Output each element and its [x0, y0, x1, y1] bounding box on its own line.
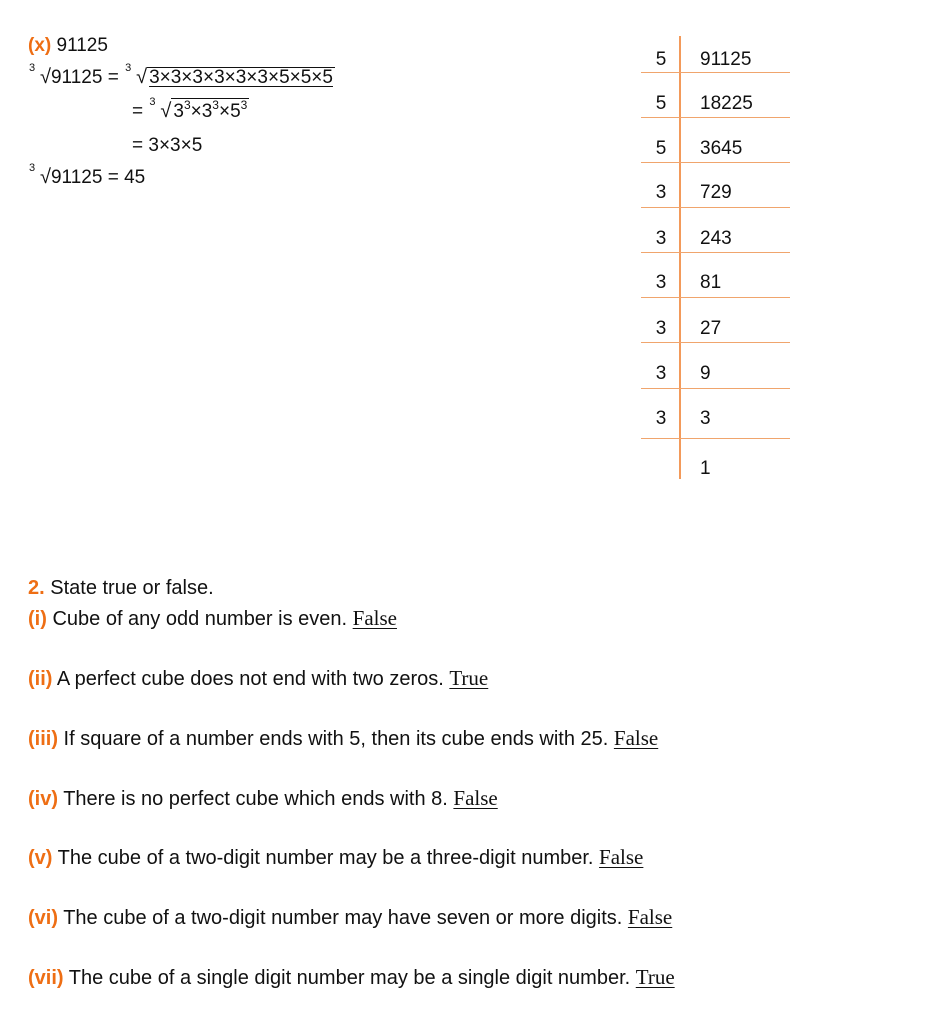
- table-row-line: [641, 117, 790, 118]
- item-label: (iv): [28, 788, 58, 810]
- factor-product: [147, 67, 335, 88]
- quotient: 91125: [700, 49, 752, 70]
- question-2-heading: [28, 577, 214, 600]
- quotient: 3645: [700, 138, 743, 159]
- cube-root-symbol: 3 √: [29, 162, 51, 188]
- item-label: (i): [28, 608, 47, 630]
- table-row-line: [641, 388, 790, 389]
- factor-triplet: 3×3×3: [149, 67, 203, 88]
- table-row-line: [641, 72, 790, 73]
- cube-root-symbol: 3 √: [149, 96, 172, 122]
- cube-root-symbol: 3 √: [125, 62, 148, 88]
- divisor: 5: [655, 138, 667, 159]
- question-title: State true or false.: [44, 577, 214, 599]
- quotient: 9: [700, 363, 711, 384]
- item-label: (vi): [28, 907, 58, 929]
- table-row-line: [641, 342, 790, 343]
- item-text: There is no perfect cube which ends with 8.: [58, 788, 454, 810]
- item-answer: True: [449, 666, 489, 690]
- item-answer: True: [635, 965, 675, 989]
- item-label: (iii): [28, 728, 58, 750]
- power-product: $3^3\times 3^3\times 5^3$: [173, 98, 248, 122]
- divisor: 3: [655, 408, 667, 429]
- item-label: (vii): [28, 967, 64, 989]
- item-answer: False: [599, 845, 644, 869]
- statement-item: [28, 606, 397, 631]
- divisor: 5: [655, 93, 667, 114]
- cube-root-result: [28, 162, 146, 189]
- item-answer: False: [453, 786, 498, 810]
- table-row-line: [641, 297, 790, 298]
- statement-item: [28, 726, 658, 751]
- statement-item: [28, 786, 498, 811]
- statement-item: [28, 905, 672, 930]
- final-quotient: 1: [700, 458, 711, 479]
- quotient: 18225: [700, 93, 753, 114]
- factor-triplet: ×3×3×3: [202, 67, 268, 88]
- factor-triplet: ×5×5×5: [267, 67, 333, 88]
- item-text: The cube of a two-digit number may be a three-digit number.: [52, 847, 600, 869]
- quotient: 729: [700, 182, 732, 203]
- radicand: 91125: [50, 67, 103, 88]
- item-answer: False: [627, 905, 673, 929]
- item-text: The cube of a two-digit number may have seven or more digits.: [58, 907, 628, 929]
- quotient: 27: [700, 318, 722, 339]
- table-row-line: [641, 252, 790, 253]
- result-radicand: 91125: [50, 167, 103, 188]
- cube-root-grouped-line: = 3 √ $3^3\times 3^3\times 5^3$: [132, 96, 248, 122]
- part-x-number: 91125: [56, 35, 108, 56]
- item-answer: False: [352, 606, 397, 630]
- cube-root-product-line: = 3×3×5: [132, 135, 203, 156]
- item-answer: False: [613, 726, 659, 750]
- item-text: A perfect cube does not end with two zeros.: [52, 668, 450, 690]
- divisor: 3: [655, 363, 667, 384]
- item-label: (v): [28, 847, 53, 869]
- table-vertical-line: [679, 36, 681, 479]
- part-x-label: (x): [28, 35, 52, 56]
- result-value: = 45: [102, 167, 146, 188]
- table-row-line: [641, 162, 790, 163]
- part-x-heading: [28, 35, 108, 57]
- quotient: 243: [700, 228, 732, 249]
- table-row-line: [641, 207, 790, 208]
- item-text: The cube of a single digit number may be a single digit number.: [63, 967, 636, 989]
- statement-item: [28, 666, 488, 691]
- cube-root-expansion-line: 3 √91125 = 3 √ 3×3×3×3×3×3×5×5×5: [29, 62, 333, 88]
- quotient: 3: [700, 408, 711, 429]
- quotient: 81: [700, 272, 722, 293]
- statement-item: [28, 845, 643, 870]
- statement-item: [28, 965, 675, 990]
- question-number: 2.: [28, 577, 45, 599]
- divisor: 3: [655, 182, 667, 203]
- cube-root-symbol: 3 √: [29, 62, 51, 88]
- divisor: 5: [655, 49, 667, 70]
- divisor: 3: [655, 272, 667, 293]
- item-text: If square of a number ends with 5, then its cube ends with 25.: [58, 728, 614, 750]
- divisor: 3: [655, 228, 667, 249]
- item-label: (ii): [28, 668, 53, 690]
- table-row-line: [641, 438, 790, 439]
- divisor: 3: [655, 318, 667, 339]
- item-text: Cube of any odd number is even.: [46, 608, 353, 630]
